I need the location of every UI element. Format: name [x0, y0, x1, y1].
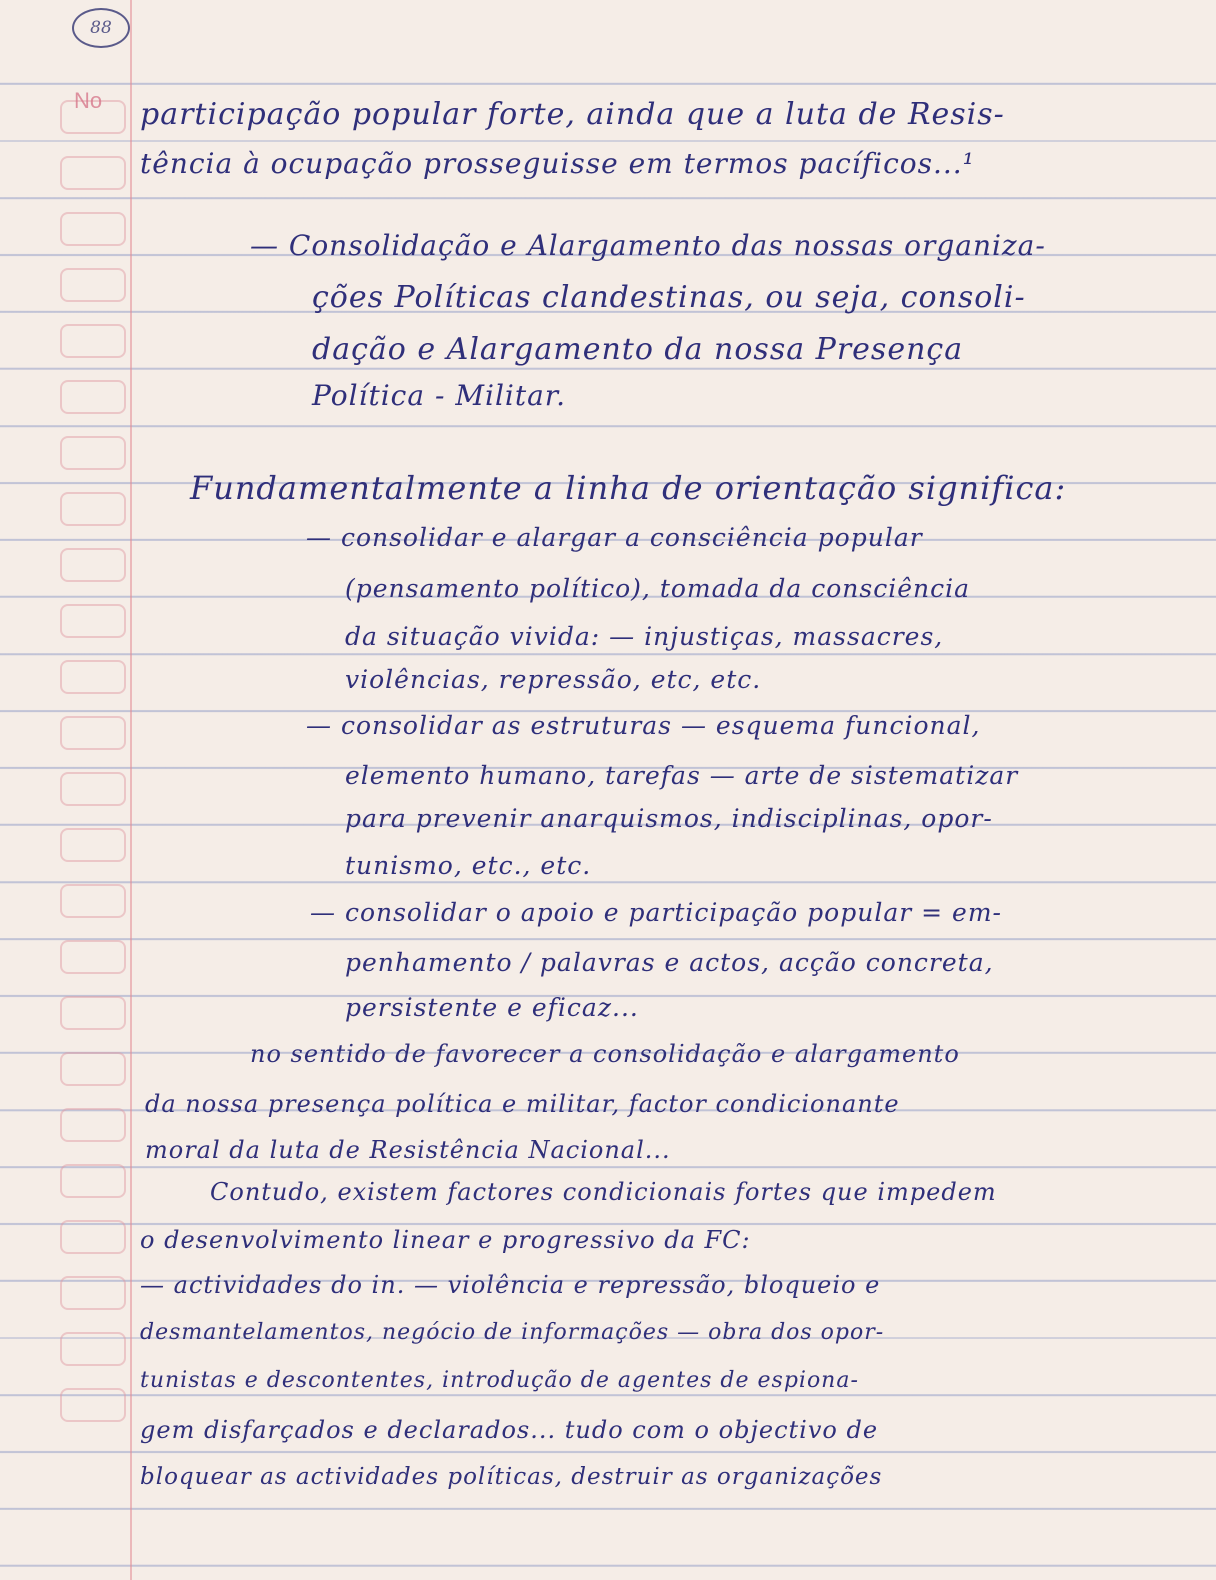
text-line: — consolidar e alargar a consciência popular [306, 523, 923, 552]
margin-box [60, 828, 126, 862]
text-line: ções Políticas clandestinas, ou seja, consoli- [312, 280, 1026, 315]
margin-box [60, 1164, 126, 1198]
margin-box [60, 716, 126, 750]
margin-box [60, 492, 126, 526]
text-line: participação popular forte, ainda que a luta de Resis- [140, 97, 1005, 132]
text-line: o desenvolvimento linear e progressivo da FC: [140, 1226, 751, 1254]
text-line: penhamento / palavras e actos, acção concreta, [345, 948, 994, 977]
margin-box [60, 380, 126, 414]
margin-box [60, 1220, 126, 1254]
text-line: bloquear as actividades políticas, destruir as organizações [140, 1464, 883, 1490]
margin-box [60, 1052, 126, 1086]
text-line: violências, repressão, etc, etc. [345, 665, 762, 694]
text-line: — consolidar o apoio e participação popular = em- [310, 898, 1002, 927]
text-line: da nossa presença política e militar, factor condicionante [145, 1090, 900, 1118]
margin-box [60, 324, 126, 358]
margin-box [60, 156, 126, 190]
margin-box [60, 1332, 126, 1366]
margin-box [60, 996, 126, 1030]
text-line: (pensamento político), tomada da consciência [345, 574, 971, 603]
text-line: dação e Alargamento da nossa Presença [312, 332, 964, 367]
text-line: gem disfarçados e declarados... tudo com o objectivo de [140, 1416, 879, 1444]
margin-box [60, 212, 126, 246]
text-line: elemento humano, tarefas — arte de sistematizar [345, 761, 1019, 790]
text-line: tunistas e descontentes, introdução de agentes de espiona- [140, 1368, 859, 1393]
text-line: desmantelamentos, negócio de informações — obra dos opor- [140, 1320, 885, 1345]
margin-box [60, 548, 126, 582]
text-line: tunismo, etc., etc. [345, 851, 592, 880]
margin-box [60, 1276, 126, 1310]
text-line: para prevenir anarquismos, indisciplinas, opor- [345, 804, 993, 833]
text-line: Fundamentalmente a linha de orientação significa: [190, 469, 1067, 507]
margin-box [60, 268, 126, 302]
text-line: moral da luta de Resistência Nacional... [145, 1136, 671, 1164]
text-line: — Consolidação e Alargamento das nossas organiza- [250, 229, 1046, 262]
margin-mark: No [74, 88, 103, 113]
margin-box [60, 604, 126, 638]
margin-boxes [60, 100, 130, 1444]
text-line: — consolidar as estruturas — esquema funcional, [306, 711, 981, 740]
text-line: Contudo, existem factores condicionais fortes que impedem [210, 1178, 997, 1206]
text-line: Política - Militar. [312, 379, 567, 412]
margin-box [60, 772, 126, 806]
text-line: — actividades do in. — violência e repressão, bloqueio e [140, 1271, 881, 1299]
text-line: no sentido de favorecer a consolidação e alargamento [250, 1040, 960, 1068]
text-line: persistente e eficaz... [345, 993, 639, 1022]
margin-box [60, 660, 126, 694]
page-number: 88 [72, 8, 130, 48]
margin-box [60, 884, 126, 918]
margin-box [60, 1388, 126, 1422]
text-line: tência à ocupação prosseguisse em termos pacíficos...¹ [140, 147, 975, 180]
margin-box [60, 436, 126, 470]
text-line: da situação vivida: — injustiças, massacres, [345, 622, 944, 651]
margin-box [60, 1108, 126, 1142]
margin-box [60, 940, 126, 974]
margin-line [130, 0, 132, 1580]
